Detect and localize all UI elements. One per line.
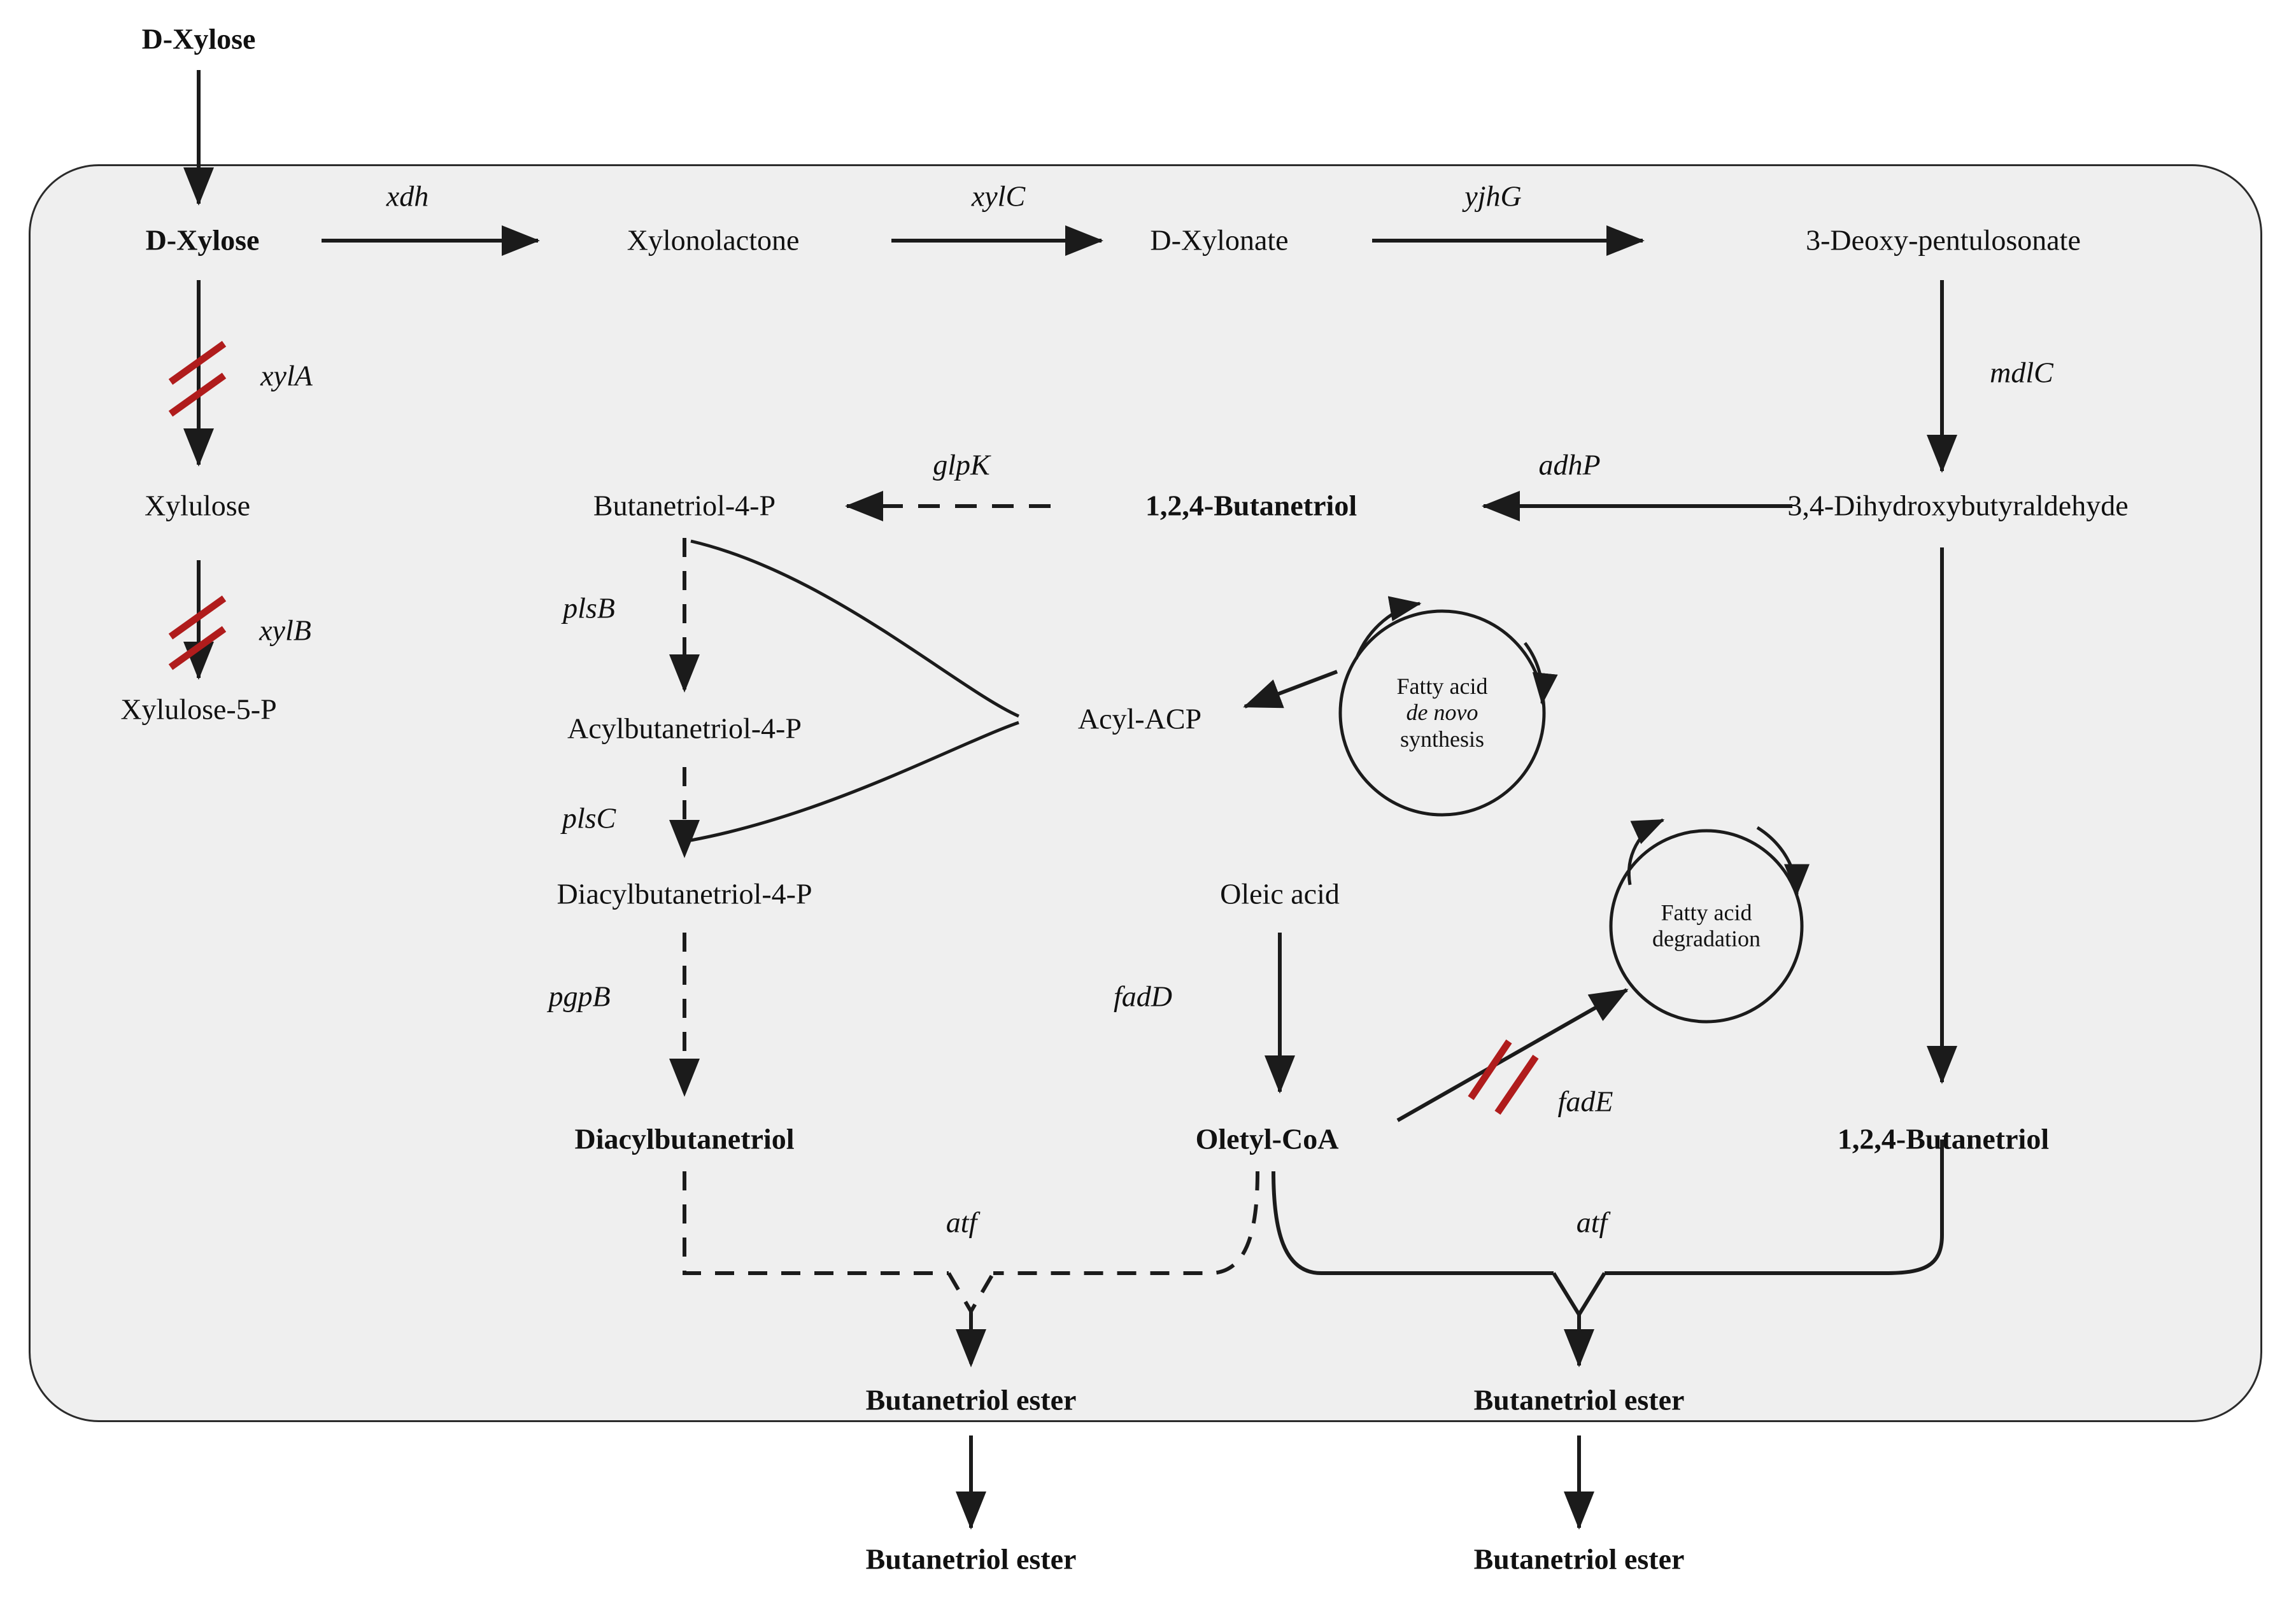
edge-atf-left-branch1 (684, 1171, 949, 1273)
label-de-novo-synthesis (1397, 674, 1488, 752)
node-butanetriol-4-p: Butanetriol-4-P (593, 489, 776, 522)
node-butanetriol-top: 1,2,4-Butanetriol (1145, 489, 1357, 522)
edge-atf-right-branch1 (1273, 1171, 1554, 1273)
cycle-arrow-denovo-left (1356, 603, 1420, 659)
enzyme-label-xdh: xdh (386, 180, 429, 213)
enzyme-label-fadD: fadD (1114, 980, 1172, 1013)
enzyme-label-xylC: xylC (971, 180, 1026, 213)
node-3-4-dihydroxybutyraldehyde: 3,4-Dihydroxybutyraldehyde (1787, 489, 2129, 522)
node-xylulose-5-p: Xylulose-5-P (120, 693, 277, 726)
enzyme-label-yjhG: yjhG (1464, 180, 1522, 213)
node-diacylbutanetriol: Diacylbutanetriol (574, 1122, 795, 1155)
enzyme-label-atf-right: atf (1576, 1206, 1608, 1239)
enzyme-label-fadE: fadE (1557, 1085, 1613, 1118)
enzyme-label-pgpB: pgpB (548, 980, 611, 1013)
node-xylose-internal: D-Xylose (145, 223, 260, 257)
enzyme-label-plsB: plsB (563, 591, 615, 624)
edge-atf-right-branch2 (1605, 1139, 1942, 1273)
label-fatty-acid-degradation (1652, 900, 1761, 953)
enzyme-label-plsC: plsC (562, 801, 616, 835)
node-d-xylonate: D-Xylonate (1150, 223, 1289, 257)
edge-atf-left-branch2 (993, 1171, 1258, 1273)
enzyme-label-atf-left: atf (946, 1206, 977, 1239)
node-butanetriol-ester-left-intracellular: Butanetriol ester (865, 1383, 1077, 1416)
label-de-novo-line2: de novo (1406, 700, 1478, 726)
enzyme-label-mdlC: mdlC (1990, 356, 2053, 389)
node-oleic-acid: Oleic acid (1220, 877, 1340, 910)
edge-denovo-to-acylacp (1245, 672, 1337, 707)
enzyme-label-glpK: glpK (933, 448, 990, 481)
label-de-novo-line1: Fatty acid (1396, 673, 1488, 699)
node-acylbutanetriol-4-p: Acylbutanetriol-4-P (567, 712, 802, 745)
node-xylonolactone: Xylonolactone (627, 223, 800, 257)
node-xylose-external: D-Xylose (141, 22, 256, 55)
label-de-novo-line3: synthesis (1400, 726, 1484, 752)
cycle-arrow-denovo-right (1525, 643, 1543, 703)
node-xylulose: Xylulose (144, 489, 251, 522)
node-butanetriol-right: 1,2,4-Butanetriol (1837, 1122, 2050, 1155)
node-acyl-acp: Acyl-ACP (1077, 702, 1202, 735)
node-butanetriol-ester-right-intracellular: Butanetriol ester (1473, 1383, 1685, 1416)
label-degradation-line1: Fatty acid (1661, 899, 1752, 926)
enzyme-label-adhP-top: adhP (1538, 448, 1601, 481)
node-butanetriol-ester-left-secreted: Butanetriol ester (865, 1542, 1077, 1576)
enzyme-label-xylA: xylA (260, 359, 313, 392)
edge-atf-left-merge (949, 1273, 993, 1311)
knockout-mark-fadE (1471, 1041, 1536, 1113)
edge-atf-right-merge (1554, 1273, 1605, 1315)
label-degradation-line2: degradation (1652, 926, 1761, 952)
node-3-deoxy-pentulosonate: 3-Deoxy-pentulosonate (1806, 223, 2081, 257)
node-oletyl-coa: Oletyl-CoA (1195, 1122, 1339, 1155)
enzyme-label-xylB: xylB (259, 614, 311, 647)
edge-acp-to-butanetriol4p (691, 541, 1019, 716)
node-diacylbutanetriol-4-p: Diacylbutanetriol-4-P (556, 877, 812, 910)
node-butanetriol-ester-right-secreted: Butanetriol ester (1473, 1542, 1685, 1576)
